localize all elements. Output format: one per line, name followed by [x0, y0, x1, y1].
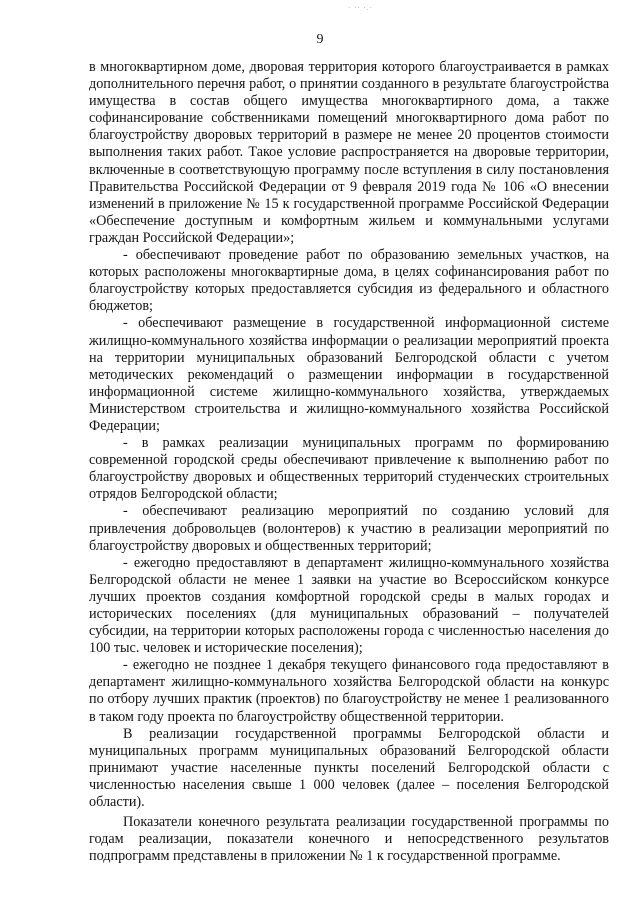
list-item-information-system: - обеспечивают размещение в государственной информационной системе жилищно-коммунального хозяйства информации о реализации мероприятий проекта на территории муниципальных образований Белгородской области с учетом методических рекомендаций о размещении информации в государственной информационной системе жилищно-коммунального хозяйства, утверждаемых Министерством строительства и жилищно-коммунального хозяйства Российской Федерации;: [89, 315, 609, 434]
page-number: 9: [316, 32, 324, 47]
scan-artifact-mark: · ·· ·.·: [348, 4, 373, 12]
list-item-student-teams: - в рамках реализации муниципальных программ по формированию современной городской среды обеспечивают привлечение к выполнению работ по благоустройству дворовых и общественных территорий студенческих строительных отрядов Белгородской области;: [89, 435, 609, 503]
list-item-land-plots: - обеспечивают проведение работ по образованию земельных участков, на которых расположены многоквартирные дома, в целях софинансирования работ по благоустройству которых предоставляется субсидия из федерального и областного бюджетов;: [89, 247, 609, 315]
list-item-best-practices: - ежегодно не позднее 1 декабря текущего финансового года предоставляют в департамент жилищно-коммунального хозяйства Белгородской области на конкурс по отбору лучших практик (проектов) по благоустройству не менее 1 реализованного в таком году проекта по благоустройству общественной территории.: [89, 657, 609, 725]
document-body: [89, 59, 609, 865]
paragraph-indicators: Показатели конечного результата реализации государственной программы по годам реализации, показатели конечного и непосредственного результатов подпрограмм представлены в приложении № 1 к государственной программе.: [89, 814, 609, 865]
list-item-contest-application: - ежегодно предоставляют в департамент жилищно-коммунального хозяйства Белгородской области не менее 1 заявки на участие во Всероссийском конкурсе лучших проектов создания комфортной городской среды в малых городах и исторических поселениях (для муниципальных образований – получателей субсидии, на территории которых расположены города с численностью населения до 100 тыс. человек и исторические поселения);: [89, 554, 609, 657]
list-item-volunteers: - обеспечивают реализацию мероприятий по созданию условий для привлечения добровольцев (волонтеров) к участию в реализации мероприятий по благоустройству дворовых и общественных территорий;: [89, 503, 609, 554]
paragraph-continuation: в многоквартирном доме, дворовая территория которого благоустраивается в рамках дополнительного перечня работ, о принятии созданного в результате благоустройства имущества в состав общего имущества многоквартирного дома, а также софинансирование собственниками помещений многоквартирного дома работ по благоустройству дворовых территорий в размере не менее 20 процентов стоимости выполнения таких работ. Такое условие распространяется на дворовые территории, включенные в соответствующую программу после вступления в силу постановления Правительства Российской Федерации от 9 февраля 2019 года № 106 «О внесении изменений в приложение № 15 к государственной программе Российской Федерации «Обеспечение доступным и комфортным жильем и коммунальными услугами граждан Российской Федерации»;: [89, 59, 609, 246]
paragraph-participants: В реализации государственной программы Белгородской области и муниципальных программ муниципальных образований Белгородской области принимают участие населенные пункты поселений Белгородской области с численностью населения свыше 1 000 человек (далее – поселения Белгородской области).: [89, 725, 609, 811]
